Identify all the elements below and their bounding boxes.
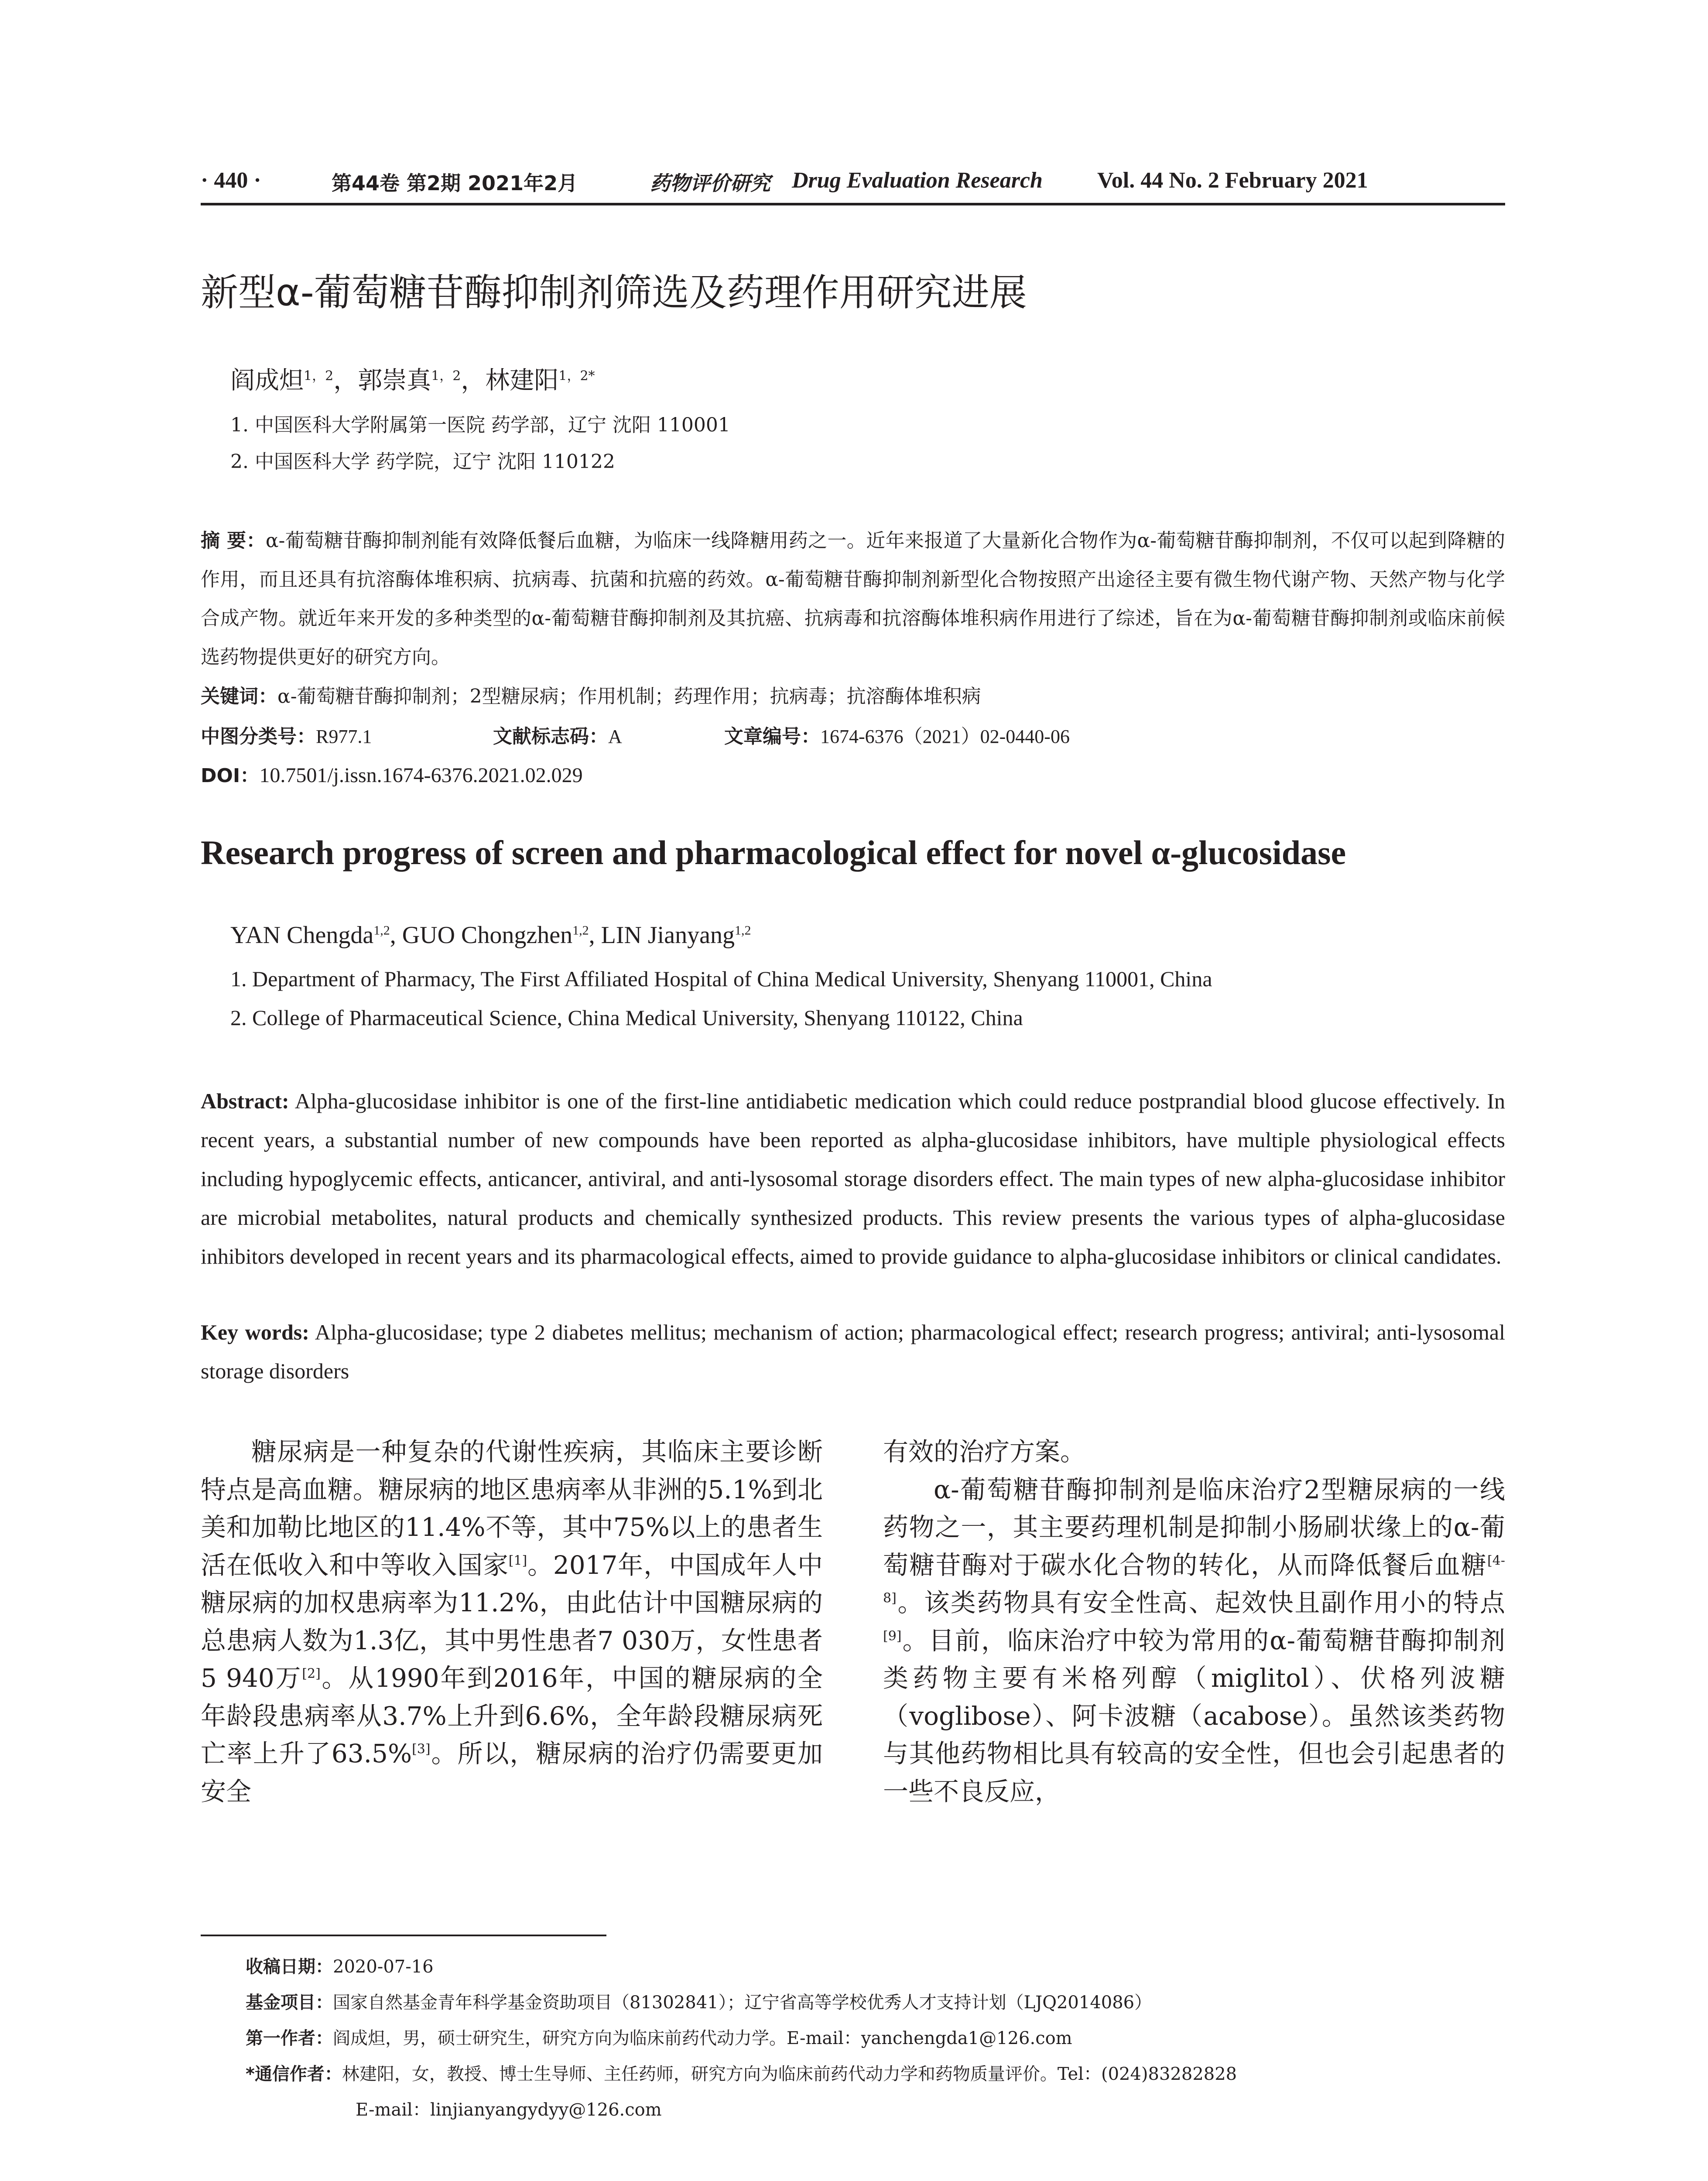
footnote-text: 林建阳，女，教授、博士生导师、主任药师，研究方向为临床前药代动力学和药物质量评价。Tel：(024)83282828 (342, 2064, 1237, 2084)
body-text: 。所以，糖尿病的治疗仍需要更加安全 (201, 1739, 823, 1806)
body-text: 。2017年，中国成年人中糖尿病的加权患病率为11.2%，由此估计中国糖尿病的总患病人数为1.3亿，其中男性患者7 030万，女性患者5 940万 (201, 1550, 823, 1693)
abstract-cn-text: α-葡萄糖苷酶抑制剂能有效降低餐后血糖，为临床一线降糖用药之一。近年来报道了大量新化合物作为α-葡萄糖苷酶抑制剂，不仅可以起到降糖的作用，而且还具有抗溶酶体堆积病、抗病毒、抗菌和抗癌的药效。α-葡萄糖苷酶抑制剂新型化合物按照产出途径主要有微生物代谢产物、天然产物与化学合成产物。就近年来开发的多种类型的α-葡萄糖苷酶抑制剂及其抗癌、抗病毒和抗溶酶体堆积病作用进行了综述，旨在为α-葡萄糖苷酶抑制剂或临床前候选药物提供更好的研究方向。 (201, 530, 1505, 668)
abstract-cn-label: 摘 要： (201, 530, 266, 552)
citation: [2] (302, 1666, 321, 1682)
author-sep: ， (333, 366, 358, 395)
body-left-column (201, 1433, 823, 1810)
article-number-label: 文章编号： (724, 725, 820, 748)
body-text: 。从1990年到2016年，中国的糖尿病的全年龄段患病率从3.7%上升到6.6%，全年龄段糖尿病死亡率上升了63.5% (201, 1663, 823, 1768)
author-sep: ， (461, 366, 486, 395)
keywords-en (201, 1313, 1505, 1391)
keywords-cn-text: α-葡萄糖苷酶抑制剂；2型糖尿病；作用机制；药理作用；抗病毒；抗溶酶体堆积病 (277, 685, 981, 708)
footnote-rule (201, 1935, 606, 1936)
footnote-fund (246, 1985, 1152, 2020)
journal-logo-cn: 药物评价研究 (650, 171, 770, 195)
affiliation-cn-2: 2. 中国医科大学 药学院，辽宁 沈阳 110122 (230, 451, 615, 473)
doi-label: DOI： (201, 765, 260, 787)
body-text: 糖尿病是一种复杂的代谢性疾病，其临床主要诊断特点是高血糖。糖尿病的地区患病率从非洲的5.1%到北美和加勒比地区的11.4%不等，其中75%以上的患者生活在低收入和中等收入国家 (201, 1437, 823, 1580)
author-3: 林建阳 (485, 366, 559, 395)
author-2-affil: 1，2 (431, 368, 461, 384)
keywords-en-label: Key words: (201, 1320, 309, 1344)
header-rule (201, 203, 1505, 205)
footnote-text: 国家自然基金青年科学基金资助项目（81302841）；辽宁省高等学校优秀人才支持计划（LJQ2014086） (333, 1993, 1152, 2013)
author-en-2: , GUO Chongzhen (390, 922, 573, 949)
body-text: 。目前，临床治疗中较为常用的α-葡萄糖苷酶抑制剂类药物主要有米格列醇（miglitol）、伏格列波糖（voglibose）、阿卡波糖（acabose）。虽然该类药物与其他药物相比具有较高的安全性，但也会引起患者的一些不良反应， (883, 1625, 1505, 1806)
author-en-3: , LIN Jianyang (589, 922, 735, 949)
footnote-first-author (246, 2020, 1072, 2056)
author-3-affil: 1，2* (558, 368, 595, 384)
clc (201, 721, 372, 749)
author-en-3-affil: 1,2 (734, 923, 751, 938)
abstract-en (201, 1082, 1505, 1276)
authors-en (230, 921, 751, 949)
running-header (201, 168, 1507, 194)
doi (201, 760, 583, 788)
author-en-1: YAN Chengda (230, 922, 374, 949)
citation: [4-8] (883, 1553, 1505, 1606)
body-paragraph (883, 1471, 1505, 1811)
doc-code (493, 721, 622, 749)
author-en-2-affil: 1,2 (572, 923, 589, 938)
affiliation-cn-1: 1. 中国医科大学附属第一医院 药学部，辽宁 沈阳 110001 (230, 414, 730, 436)
footnote-label: *通信作者： (246, 2064, 342, 2084)
body-right-column (883, 1433, 1505, 1810)
footnote-received (246, 1949, 434, 1985)
body-text: 。该类药物具有安全性高、起效快且副作用小的特点 (896, 1588, 1505, 1617)
citation: [9] (883, 1628, 902, 1644)
clc-label: 中图分类号： (201, 725, 316, 748)
author-2: 郭崇真 (358, 366, 431, 395)
title-en: Research progress of screen and pharmacological effect for novel α-glucosidase (201, 834, 1346, 872)
author-en-1-affil: 1,2 (373, 923, 390, 938)
issue-cn: 第44卷 第2期 2021年2月 (332, 171, 578, 195)
author-1-affil: 1，2 (304, 368, 334, 384)
article-number-value: 1674-6376（2021）02-0440-06 (820, 726, 1070, 747)
affiliation-en-2: 2. College of Pharmaceutical Science, China Medical University, Shenyang 110122, China (230, 1005, 1023, 1030)
footnote-text: 阎成炟，男，硕士研究生，研究方向为临床前药代动力学。E-mail：yanchengda1@126.com (333, 2028, 1072, 2048)
footnote-corresponding-email: E-mail：linjianyangydyy@126.com (356, 2100, 662, 2120)
abstract-en-text: Alpha-glucosidase inhibitor is one of the first-line antidiabetic medication which could reduce postprandial blood glucose effectively. In recent years, a substantial number of new compounds have been reported as alpha-glucosidase inhibitors, have multiple physiological effects including hypoglycemic effects, anticancer, antiviral, and anti-lysosomal storage disorders effect. The main types of new alpha-glucosidase inhibitor are microbial metabolites, natural products and chemically synthesized products. This review presents the various types of alpha-glucosidase inhibitors developed in recent years and its pharmacological effects, aimed to provide guidance to alpha-glucosidase inhibitors or clinical candidates. (201, 1089, 1505, 1268)
doc-code-label: 文献标志码： (493, 725, 608, 748)
clc-value: R977.1 (316, 726, 372, 747)
footnote-label: 收稿日期： (246, 1957, 333, 1977)
footnote-corresponding (246, 2056, 1237, 2092)
issue-en: Vol. 44 No. 2 February 2021 (1097, 168, 1368, 193)
article-number (724, 721, 1070, 749)
abstract-en-label: Abstract: (201, 1089, 289, 1113)
citation: [3] (412, 1741, 431, 1757)
footnote-text: 2020-07-16 (333, 1957, 434, 1977)
doc-code-value: A (608, 726, 622, 747)
title-cn: 新型α-葡萄糖苷酶抑制剂筛选及药理作用研究进展 (201, 271, 1027, 315)
footnote-label: 第一作者： (246, 2028, 333, 2048)
abstract-cn (201, 521, 1505, 677)
journal-name-en: Drug Evaluation Research (792, 168, 1043, 193)
authors-cn (230, 361, 595, 396)
citation: [1] (508, 1553, 527, 1569)
keywords-cn (201, 680, 981, 708)
body-text: α-葡萄糖苷酶抑制剂是临床治疗2型糖尿病的一线药物之一，其主要药理机制是抑制小肠刷状缘上的α-葡萄糖苷酶对于碳水化合物的转化，从而降低餐后血糖 (883, 1474, 1505, 1580)
page-number: · 440 · (201, 168, 261, 193)
affiliation-en-1: 1. Department of Pharmacy, The First Affiliated Hospital of China Medical University, Shenyang 110001, China (230, 967, 1212, 991)
keywords-cn-label: 关键词： (201, 685, 277, 708)
footnote-label: 基金项目： (246, 1993, 333, 2013)
body-text: 有效的治疗方案。 (883, 1437, 1086, 1467)
author-1: 阎成炟 (230, 366, 304, 395)
doi-value: 10.7501/j.issn.1674-6376.2021.02.029 (259, 764, 583, 787)
keywords-en-text: Alpha-glucosidase; type 2 diabetes mellitus; mechanism of action; pharmacological effect; research progress; antiviral; anti-lysosomal storage disorders (201, 1320, 1505, 1383)
